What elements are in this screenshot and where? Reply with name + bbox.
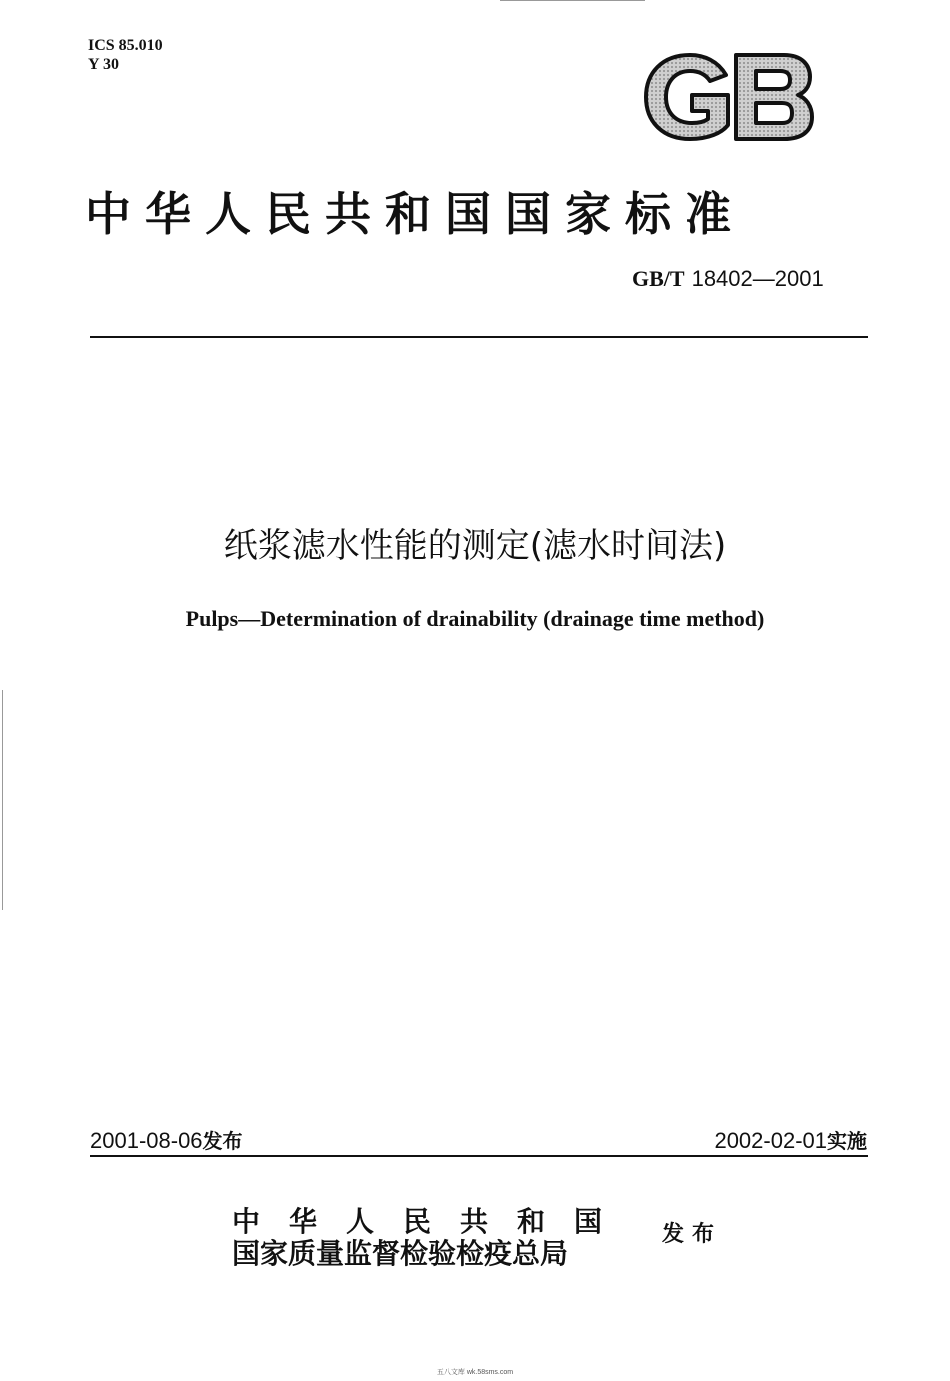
- gb-logo: [638, 45, 818, 145]
- issuer-action: 发布: [662, 1222, 723, 1247]
- effective-date-value: 2002-02-01: [714, 1128, 827, 1153]
- footer-watermark: 五八文库 wk.58sms.com: [436, 1369, 514, 1376]
- classification-codes: [88, 36, 163, 74]
- standard-prefix: GB/T: [632, 266, 685, 291]
- header-divider: [90, 336, 868, 338]
- issuer-line-1: 中华人民共和国: [232, 1205, 632, 1238]
- issue-date-value: 2001-08-06: [90, 1128, 203, 1153]
- issue-date: [90, 1125, 243, 1154]
- document-title-chinese: 纸浆滤水性能的测定(滤水时间法): [223, 526, 727, 566]
- national-standard-heading: 中华人民共和国国家标准: [85, 187, 745, 241]
- ics-code: ICS 85.010: [88, 37, 163, 54]
- standard-code: 18402—2001: [691, 266, 824, 291]
- scan-artifact-top: [500, 0, 645, 1]
- effective-date-label: 实施: [827, 1129, 867, 1153]
- issue-date-label: 发布: [202, 1129, 243, 1153]
- effective-date: [714, 1125, 867, 1154]
- gb-logo-icon: [638, 45, 818, 145]
- document-title-english: Pulps—Determination of drainability (drainage time method): [185, 606, 765, 631]
- standard-number: [632, 266, 824, 292]
- ccs-code: Y 30: [88, 56, 119, 73]
- dates-divider: [90, 1155, 868, 1157]
- issuer-line-2: 国家质量监督检验检疫总局: [232, 1237, 569, 1270]
- scan-artifact-left: [2, 690, 3, 910]
